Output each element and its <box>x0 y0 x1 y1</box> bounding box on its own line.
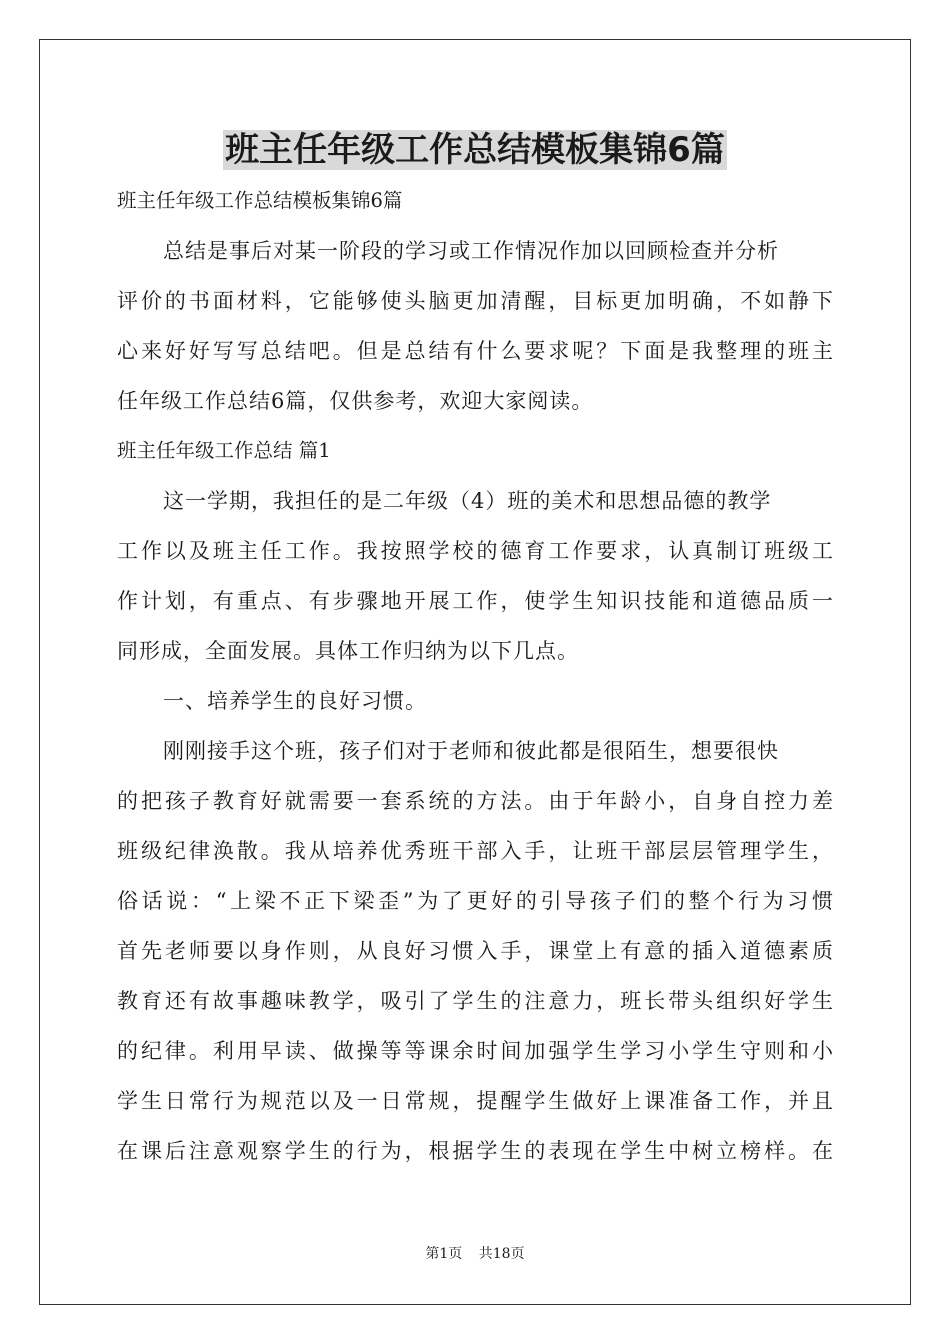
paragraph-line: 总结是事后对某一阶段的学习或工作情况作加以回顾检查并分析 <box>163 239 779 263</box>
section-heading: 班主任年级工作总结模板集锦6篇 <box>117 189 403 212</box>
section-heading: 班主任年级工作总结 篇1 <box>117 439 331 462</box>
paragraph-line: 的把孩子教育好就需要一套系统的方法。由于年龄小，自身自控力差 <box>117 789 833 813</box>
paragraph-line: 作计划，有重点、有步骤地开展工作，使学生知识技能和道德品质一 <box>117 589 833 613</box>
paragraph-line: 心来好好写写总结吧。但是总结有什么要求呢？下面是我整理的班主 <box>117 339 833 363</box>
paragraph-line: 俗话说：“上梁不正下梁歪”为了更好的引导孩子们的整个行为习惯 <box>117 889 833 913</box>
paragraph-line: 班级纪律涣散。我从培养优秀班干部入手，让班干部层层管理学生， <box>117 839 833 863</box>
paragraph-line: 同形成，全面发展。具体工作归纳为以下几点。 <box>117 639 579 663</box>
document-body <box>117 176 833 1176</box>
paragraph-line: 任年级工作总结6篇，仅供参考，欢迎大家阅读。 <box>117 389 594 413</box>
page-total: 共18页 <box>478 1246 525 1262</box>
paragraph-line: 的纪律。利用早读、做操等等课余时间加强学生学习小学生守则和小 <box>117 1039 833 1063</box>
paragraph-line: 教育还有故事趣味教学，吸引了学生的注意力，班长带头组织好学生 <box>117 989 833 1013</box>
paragraph-line: 学生日常行为规范以及一日常规，提醒学生做好上课准备工作，并且 <box>117 1089 833 1113</box>
paragraph-line: 一、培养学生的良好习惯。 <box>163 689 427 713</box>
paragraph-line: 刚刚接手这个班，孩子们对于老师和彼此都是很陌生，想要很快 <box>163 739 779 763</box>
paragraph-line: 首先老师要以身作则，从良好习惯入手，课堂上有意的插入道德素质 <box>117 939 833 963</box>
document-title-text: 班主任年级工作总结模板集锦6篇 <box>225 130 725 170</box>
paragraph-line: 工作以及班主任工作。我按照学校的德育工作要求，认真制订班级工 <box>117 539 833 563</box>
paragraph-line: 这一学期，我担任的是二年级（4）班的美术和思想品德的教学 <box>163 489 772 513</box>
document-title <box>0 124 950 176</box>
page-number: 第1页 <box>425 1246 463 1262</box>
paragraph-line: 评价的书面材料，它能够使头脑更加清醒，目标更加明确，不如静下 <box>117 289 833 313</box>
page-footer <box>0 1244 950 1264</box>
paragraph-line: 在课后注意观察学生的行为，根据学生的表现在学生中树立榜样。在 <box>117 1139 833 1163</box>
